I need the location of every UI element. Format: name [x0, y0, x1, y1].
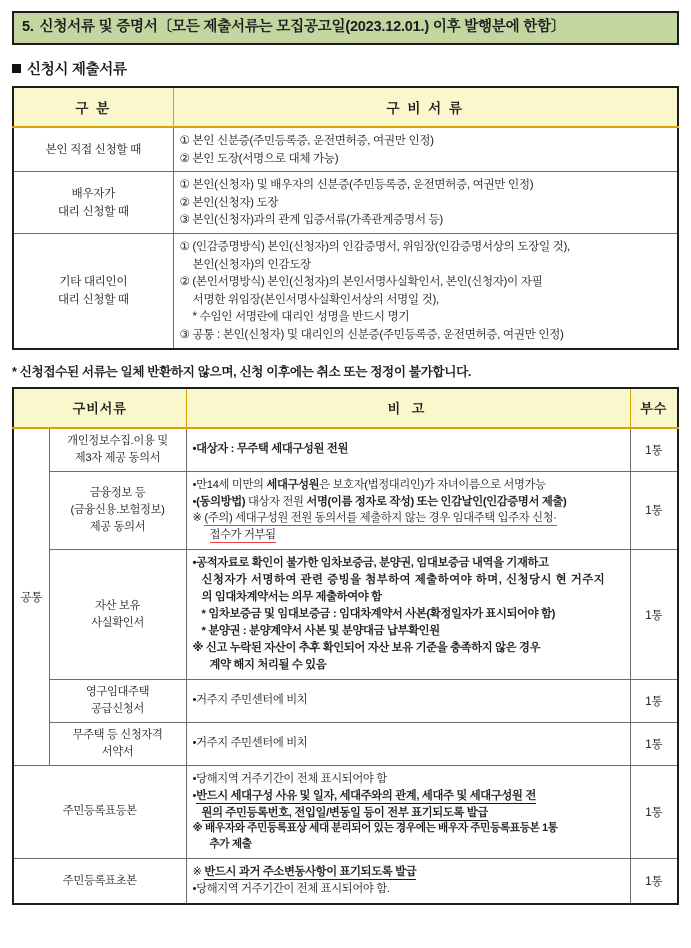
group-label-common: 공통: [13, 428, 49, 765]
remark-line: • 만14세 미만의 세대구성원은 보호자(법정대리인)가 자녀이름으로 서명가능: [193, 477, 624, 494]
table-row: [13, 765, 678, 859]
doc-line: ③ 본인(신청자)과의 관계 입증서류(가족관계증명서 등): [179, 213, 443, 227]
table-row: [13, 172, 678, 234]
remark-line: • 거주지 주민센터에 비치: [193, 735, 624, 752]
table-row: [13, 428, 678, 471]
doc-qty: 1통: [630, 428, 678, 471]
remark-line: • 당해지역 거주기간이 전체 표시되어야 함: [193, 771, 624, 788]
doc-line: ② 본인 도장(서명으로 대체 가능): [179, 151, 339, 165]
table-row: [13, 679, 678, 722]
table-row: [13, 127, 678, 172]
doc-line: ① (인감증명방식) 본인(신청자)의 인감증명서, 위임장(인감증명서상의 도장일 것),: [179, 240, 570, 254]
doc-line: ② 본인(신청자) 도장: [179, 195, 279, 209]
doc-remark: [186, 471, 630, 550]
remark-line: 추가 제출: [209, 838, 252, 851]
doc-qty: 1통: [630, 765, 678, 859]
doc-line: ① 본인(신청자) 및 배우자의 신분증(주민등록증, 운전면허증, 여권만 인정): [179, 178, 534, 192]
row-documents: [173, 172, 678, 234]
table-header-row: [13, 388, 678, 428]
remark-line: ※ 반드시 과거 주소변동사항이 표기되도록 발급: [192, 866, 417, 879]
remark-line: * 분양권 : 분양계약서 사본 및 분양대금 납부확인원: [201, 625, 440, 638]
doc-qty: 1통: [630, 859, 678, 904]
section-number: 5.: [22, 19, 34, 35]
doc-name: 주민등록표초본: [13, 859, 186, 904]
doc-remark: [186, 428, 630, 471]
doc-line: ① 본인 신분증(주민등록증, 운전면허증, 여권만 인정): [179, 134, 434, 147]
table-row: [13, 550, 678, 680]
remark-line: 접수가 거부됨: [209, 529, 276, 542]
section-title-bar: [12, 11, 679, 45]
col-header-copies: 부수: [630, 388, 678, 428]
table-row: [13, 234, 678, 349]
doc-qty: 1통: [630, 722, 678, 765]
doc-name: 주민등록표등본: [13, 765, 186, 859]
row-documents: [173, 234, 678, 349]
table-header-row: [13, 87, 678, 127]
doc-line: ③ 공통 : 본인(신청자) 및 대리인의 신분증(주민등록증, 운전면허증, 여권만 인정): [179, 328, 564, 342]
col-header-category: 구 분: [13, 87, 173, 127]
doc-name: 개인정보수집.이용 및 제3자 제공 동의서: [49, 428, 186, 471]
doc-line: ② (본인서명방식) 본인(신청자)의 본인서명사실확인서, 본인(신청자)이 자필: [179, 275, 543, 289]
document-page: [0, 11, 691, 948]
doc-remark: [186, 859, 630, 904]
doc-qty: 1통: [630, 550, 678, 680]
doc-line: * 수임인 서명란에 대리인 성명을 반드시 명기: [192, 310, 410, 324]
table-row: [13, 471, 678, 550]
remark-line: • 공적자료로 확인이 불가한 임차보증금, 분양권, 임대보증금 내역을 기재하고: [193, 555, 624, 572]
sub-heading: [12, 58, 679, 79]
submission-documents-table: [12, 86, 679, 350]
remark-line: ※ 신고 누락된 자산이 추후 확인되어 자산 보유 기준을 충족하지 않은 경우: [192, 642, 541, 655]
remark-line: ※ (주의) 세대구성원 전원 동의서를 제출하지 않는 경우 임대주택 입주자 신청·: [192, 512, 557, 525]
remark-line: 의 임대차계약서는 의무 제출하여야 함: [201, 591, 382, 604]
doc-qty: 1통: [630, 471, 678, 550]
doc-remark: [186, 722, 630, 765]
remark-line: • (동의방법) 대상자 전원 서명(이름 정자로 작성) 또는 인감날인(인감증명서 제출): [193, 494, 624, 511]
square-bullet-icon: [12, 64, 21, 73]
doc-remark: [186, 765, 630, 859]
row-documents: [173, 127, 678, 172]
doc-name: 자산 보유 사실확인서: [49, 550, 186, 680]
doc-name: 금융정보 등 (금융신용.보험정보) 제공 동의서: [49, 471, 186, 550]
remark-line: • 반드시 세대구성 사유 및 일자, 세대주와의 관계, 세대주 및 세대구성원 전: [193, 788, 624, 805]
table-row: [13, 859, 678, 904]
col-header-documents: 구 비 서 류: [173, 87, 678, 127]
remark-line: 원의 주민등록번호, 전입일/변동일 등이 전부 표기되도록 발급: [201, 806, 488, 819]
remark-line: 계약 해지 처리될 수 있음: [209, 658, 327, 671]
sub-heading-label: 신청시 제출서류: [27, 62, 127, 78]
doc-name: 무주택 등 신청자격 서약서: [49, 722, 186, 765]
col-header-remarks: 비 고: [186, 388, 630, 428]
table-row: [13, 722, 678, 765]
remark-line: • 대상자 : 무주택 세대구성원 전원: [193, 441, 624, 458]
remark-line: • 거주지 주민센터에 비치: [193, 692, 624, 709]
row-category: 본인 직접 신청할 때: [13, 127, 173, 172]
row-category: 기타 대리인이 대리 신청할 때: [13, 234, 173, 349]
row-category: 배우자가 대리 신청할 때: [13, 172, 173, 234]
required-documents-table: [12, 387, 679, 905]
doc-line: 서명한 위임장(본인서명사실확인서상의 서명일 것),: [192, 292, 439, 306]
remark-line: * 임차보증금 및 임대보증금 : 임대차계약서 사본(확정일자가 표시되어야 함): [201, 608, 555, 621]
remark-line: ※ 배우자와 주민등록표상 세대 분리되어 있는 경우에는 배우자 주민등록표등본 1통: [192, 822, 558, 835]
section-title-text: 신청서류 및 증명서〔모든 제출서류는 모집공고일: [39, 19, 346, 35]
return-policy-note: * 신청접수된 서류는 일체 반환하지 않으며, 신청 이후에는 취소 또는 정정이 불가합니다.: [12, 364, 472, 379]
col-header-required-docs: 구비서류: [13, 388, 186, 428]
doc-qty: 1통: [630, 679, 678, 722]
section-title-tail: 이후 발행분에 한함〕: [428, 19, 566, 35]
remark-line: • 당해지역 거주기간이 전체 표시되어야 함.: [193, 881, 624, 898]
doc-name: 영구임대주택 공급신청서: [49, 679, 186, 722]
doc-line: 본인(신청자)의 인감도장: [192, 257, 311, 271]
doc-remark: [186, 679, 630, 722]
doc-remark: [186, 550, 630, 680]
remark-line: 신청자가 서명하여 관련 증빙을 첨부하여 제출하여야 하며, 신청당시 현 거주지: [201, 574, 606, 587]
section-title-date: (2023.12.01.): [345, 19, 429, 35]
